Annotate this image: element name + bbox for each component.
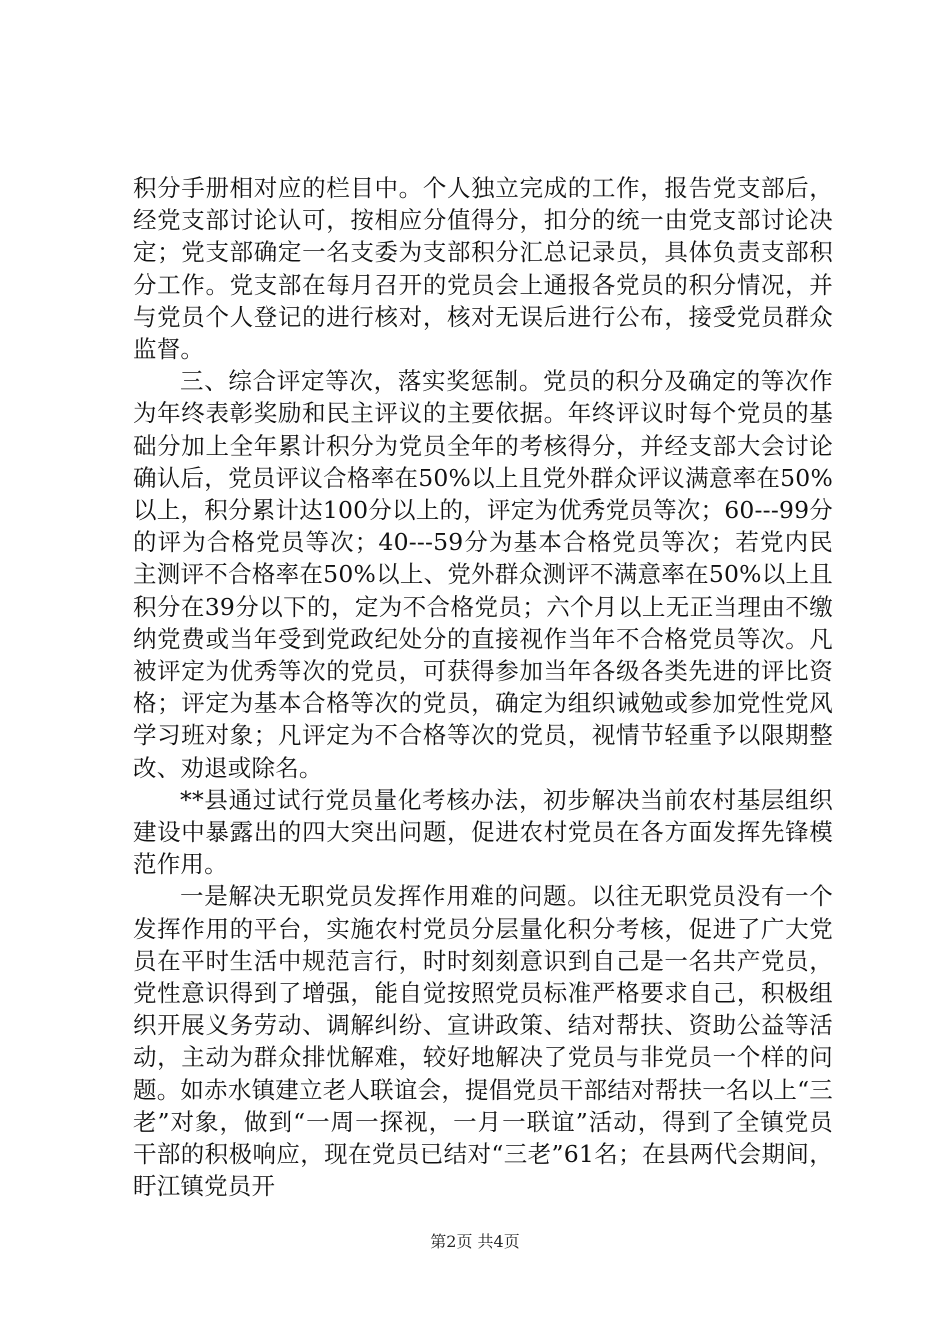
paragraph-county-summary: **县通过试行党员量化考核办法，初步解决当前农村基层组织建设中暴露出的四大突出问题，促进农村党员在各方面发挥先锋模范作用。 <box>133 785 833 879</box>
paragraph-section-three: 三、综合评定等次，落实奖惩制。党员的积分及确定的等次作为年终表彰奖励和民主评议的主要依据。年终评议时每个党员的基础分加上全年累计积分为党员全年的考核得分，并经支部大会讨论确认后，党员评议合格率在50%以上且党外群众评议满意率在50%以上，积分累计达100分以上的，评定为优秀党员等次；60---99分的评为合格党员等次；40---59分为基本合格党员等次；若党内民主测评不合格率在50%以上、党外群众测评不满意率在50%以上且积分在39分以下的，定为不合格党员；六个月以上无正当理由不缴纳党费或当年受到党政纪处分的直接视作当年不合格党员等次。凡被评定为优秀等次的党员，可获得参加当年各级各类先进的评比资格；评定为基本合格等次的党员，确定为组织诫勉或参加党性党风学习班对象；凡评定为不合格等次的党员，视情节轻重予以限期整改、劝退或除名。 <box>133 367 833 782</box>
paragraph-continuation: 积分手册相对应的栏目中。个人独立完成的工作，报告党支部后，经党支部讨论认可，按相应分值得分，扣分的统一由党支部讨论决定；党支部确定一名支委为支部积分汇总记录员，具体负责支部积分工作。党支部在每月召开的党员会上通报各党员的积分情况，并与党员个人登记的进行核对，核对无误后进行公布，接受党员群众监督。 <box>133 174 833 364</box>
page-footer: 第2页 共4页 <box>430 1232 520 1251</box>
paragraph-point-one: 一是解决无职党员发挥作用难的问题。以往无职党员没有一个发挥作用的平台，实施农村党员分层量化积分考核，促进了广大党员在平时生活中规范言行，时时刻刻意识到自己是一名共产党员，党性意识得到了增强，能自觉按照党员标准严格要求自己，积极组织开展义务劳动、调解纠纷、宣讲政策、结对帮扶、资助公益等活动，主动为群众排忧解难，较好地解决了党员与非党员一个样的问题。如赤水镇建立老人联谊会，提倡党员干部结对帮扶一名以上“三老”对象，做到“一周一探视，一月一联谊”活动，得到了全镇党员干部的积极响应，现在党员已结对“三老”61名；在县两代会期间，盱江镇党员开 <box>133 882 833 1201</box>
document-body <box>133 172 833 1203</box>
